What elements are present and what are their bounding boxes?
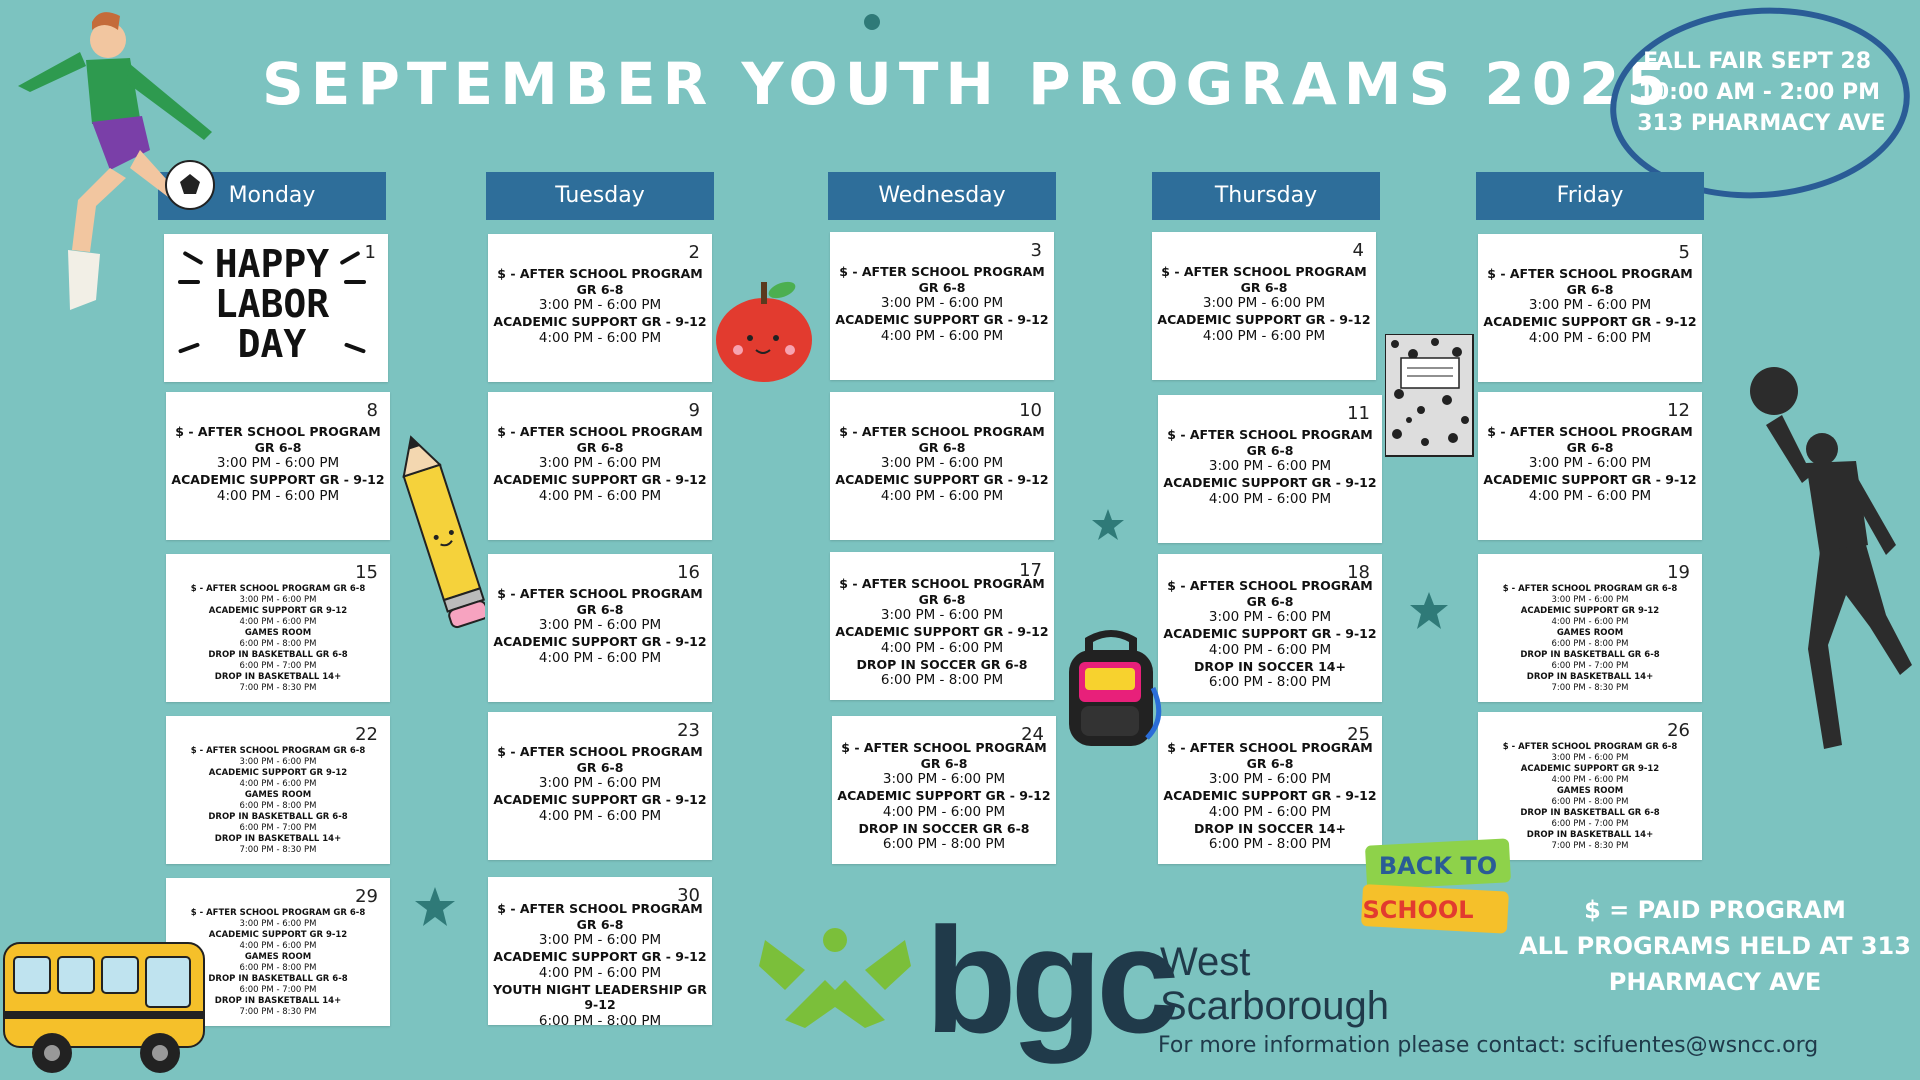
program-time: 6:00 PM - 8:00 PM <box>239 801 317 812</box>
basketball-player-icon <box>1736 365 1916 755</box>
star-icon <box>1408 590 1450 632</box>
program-name: ACADEMIC SUPPORT GR - 9-12 <box>493 792 707 808</box>
program-name: GR 6-8 <box>576 439 624 455</box>
program-name: $ - AFTER SCHOOL PROGRAM <box>1161 264 1367 279</box>
program-time: 3:00 PM - 6:00 PM <box>1208 458 1332 475</box>
program-name: YOUTH NIGHT LEADERSHIP GR 9-12 <box>493 981 707 1013</box>
program-name: $ - AFTER SCHOOL PROGRAM GR 6-8 <box>1502 742 1678 752</box>
apple-icon <box>710 270 820 385</box>
program-name: $ - AFTER SCHOOL PROGRAM GR 6-8 <box>190 584 366 594</box>
program-time: 6:00 PM - 8:00 PM <box>1208 674 1332 691</box>
program-time: 3:00 PM - 6:00 PM <box>880 295 1004 312</box>
date-number: 22 <box>355 724 378 745</box>
calendar-cell-12 <box>1478 392 1702 540</box>
program-name: ACADEMIC SUPPORT GR - 9-12 <box>493 314 707 330</box>
program-name: $ - AFTER SCHOOL PROGRAM <box>1167 427 1373 442</box>
program-name: $ - AFTER SCHOOL PROGRAM <box>1167 578 1373 593</box>
program-name: ACADEMIC SUPPORT GR 9-12 <box>208 768 348 779</box>
program-time: 4:00 PM - 6:00 PM <box>216 487 340 504</box>
program-name: ACADEMIC SUPPORT GR - 9-12 <box>1157 312 1371 328</box>
program-time: 3:00 PM - 6:00 PM <box>538 775 662 792</box>
date-number: 10 <box>1019 400 1042 421</box>
date-number: 19 <box>1667 562 1690 583</box>
calendar-cell-16 <box>488 554 712 702</box>
bgc-logo-text: bgc <box>925 896 1174 1064</box>
date-number: 29 <box>355 886 378 907</box>
back-to-school-badge <box>1358 838 1518 938</box>
program-name: $ - AFTER SCHOOL PROGRAM <box>1487 266 1693 281</box>
program-time: 4:00 PM - 6:00 PM <box>1208 490 1332 507</box>
program-name: ACADEMIC SUPPORT GR - 9-12 <box>835 312 1049 328</box>
date-number: 5 <box>1678 242 1690 263</box>
calendar-cell-23 <box>488 712 712 860</box>
calendar-cell-10 <box>830 392 1054 540</box>
logo-scarborough: Scarborough <box>1160 984 1390 1028</box>
program-name: DROP IN SOCCER 14+ <box>1194 658 1346 674</box>
backpack-icon <box>1055 628 1167 753</box>
program-name: $ - AFTER SCHOOL PROGRAM <box>497 424 703 439</box>
program-name: ACADEMIC SUPPORT GR 9-12 <box>1520 764 1660 775</box>
calendar-cell-2 <box>488 234 712 382</box>
program-name: ACADEMIC SUPPORT GR 9-12 <box>1520 606 1660 617</box>
program-name: $ - AFTER SCHOOL PROGRAM GR 6-8 <box>190 908 366 918</box>
program-name: GR 6-8 <box>576 601 624 617</box>
program-time: 4:00 PM - 6:00 PM <box>1528 329 1652 346</box>
program-time: 4:00 PM - 6:00 PM <box>882 803 1006 820</box>
program-time: 4:00 PM - 6:00 PM <box>538 487 662 504</box>
program-time: 4:00 PM - 6:00 PM <box>1202 327 1326 344</box>
program-name: DROP IN BASKETBALL 14+ <box>1526 830 1654 841</box>
star-icon <box>1090 507 1126 543</box>
date-number: 23 <box>677 720 700 741</box>
logo-west: West <box>1160 940 1251 984</box>
program-time: 4:00 PM - 6:00 PM <box>538 807 662 824</box>
program-time: 4:00 PM - 6:00 PM <box>880 487 1004 504</box>
date-number: 1 <box>364 242 376 263</box>
program-name: ACADEMIC SUPPORT GR - 9-12 <box>1483 472 1697 488</box>
program-time: 3:00 PM - 6:00 PM <box>239 595 317 606</box>
date-number: 25 <box>1347 724 1370 745</box>
soccer-player-icon <box>0 0 250 320</box>
star-icon <box>413 885 457 929</box>
program-name: ACADEMIC SUPPORT GR - 9-12 <box>1163 788 1377 804</box>
calendar-cell-11 <box>1158 395 1382 543</box>
program-time: 6:00 PM - 8:00 PM <box>239 963 317 974</box>
program-time: 4:00 PM - 6:00 PM <box>880 327 1004 344</box>
program-name: DROP IN BASKETBALL GR 6-8 <box>1520 650 1660 661</box>
program-time: 3:00 PM - 6:00 PM <box>538 455 662 472</box>
program-name: ACADEMIC SUPPORT GR - 9-12 <box>835 624 1049 640</box>
calendar-cell-8 <box>166 392 390 540</box>
program-time: 6:00 PM - 8:00 PM <box>538 1012 662 1029</box>
program-time: 3:00 PM - 6:00 PM <box>1551 753 1629 764</box>
calendar-cell-9 <box>488 392 712 540</box>
program-time: 3:00 PM - 6:00 PM <box>880 455 1004 472</box>
fall-fair-date: FALL FAIR SEPT 28 <box>1643 49 1872 75</box>
date-number: 24 <box>1021 724 1044 745</box>
program-name: $ - AFTER SCHOOL PROGRAM <box>841 740 1047 755</box>
program-time: 3:00 PM - 6:00 PM <box>1208 771 1332 788</box>
program-time: 6:00 PM - 7:00 PM <box>1551 819 1629 830</box>
program-time: 4:00 PM - 6:00 PM <box>239 617 317 628</box>
program-name: GAMES ROOM <box>244 790 312 801</box>
date-number: 2 <box>688 242 700 263</box>
back-to-label: BACK TO <box>1378 852 1498 880</box>
program-name: GR 6-8 <box>918 439 966 455</box>
program-name: ACADEMIC SUPPORT GR - 9-12 <box>493 949 707 965</box>
fall-fair-location: 313 PHARMACY AVE <box>1637 110 1886 136</box>
program-time: 4:00 PM - 6:00 PM <box>1551 775 1629 786</box>
program-name: GR 6-8 <box>920 755 968 771</box>
program-time: 6:00 PM - 7:00 PM <box>1551 661 1629 672</box>
happy-labor-day-art: HAPPY LABOR DAY <box>214 242 330 366</box>
program-name: DROP IN SOCCER 14+ <box>1194 820 1346 836</box>
program-time: 4:00 PM - 6:00 PM <box>1528 487 1652 504</box>
date-number: 9 <box>688 400 700 421</box>
program-name: GR 6-8 <box>576 281 624 297</box>
program-name: GR 6-8 <box>918 591 966 607</box>
location-note-1: ALL PROGRAMS HELD AT 313 <box>1519 932 1911 960</box>
program-name: DROP IN SOCCER GR 6-8 <box>858 820 1030 836</box>
program-time: 6:00 PM - 8:00 PM <box>239 639 317 650</box>
program-name: ACADEMIC SUPPORT GR 9-12 <box>208 930 348 941</box>
calendar-cell-17 <box>830 552 1054 700</box>
program-name: GR 6-8 <box>1246 442 1294 458</box>
program-name: DROP IN BASKETBALL 14+ <box>214 996 342 1007</box>
program-name: ACADEMIC SUPPORT GR - 9-12 <box>1163 475 1377 491</box>
program-time: 6:00 PM - 8:00 PM <box>880 672 1004 689</box>
date-number: 30 <box>677 885 700 906</box>
day-header-wednesday: Wednesday <box>828 172 1056 220</box>
program-name: GAMES ROOM <box>244 952 312 963</box>
program-name: ACADEMIC SUPPORT GR - 9-12 <box>1163 626 1377 642</box>
calendar-cell-22 <box>166 716 390 864</box>
date-number: 12 <box>1667 400 1690 421</box>
date-number: 4 <box>1352 240 1364 261</box>
program-time: 6:00 PM - 8:00 PM <box>882 836 1006 853</box>
program-name: GAMES ROOM <box>244 628 312 639</box>
program-name: GR 6-8 <box>576 759 624 775</box>
program-time: 3:00 PM - 6:00 PM <box>1208 609 1332 626</box>
program-name: $ - AFTER SCHOOL PROGRAM <box>497 901 703 916</box>
program-time: 7:00 PM - 8:30 PM <box>239 1007 317 1018</box>
program-time: 3:00 PM - 6:00 PM <box>1202 295 1326 312</box>
program-name: GR 6-8 <box>1566 439 1614 455</box>
bgc-logo-mark <box>755 920 915 1030</box>
fall-fair-time: 10:00 AM - 2:00 PM <box>1638 80 1880 106</box>
program-name: ACADEMIC SUPPORT GR - 9-12 <box>493 472 707 488</box>
logo-location <box>1160 940 1389 1028</box>
date-number: 18 <box>1347 562 1370 583</box>
calendar-cell-5 <box>1478 234 1702 382</box>
calendar-cell-30 <box>488 877 712 1029</box>
program-time: 3:00 PM - 6:00 PM <box>880 607 1004 624</box>
program-time: 3:00 PM - 6:00 PM <box>216 455 340 472</box>
program-name: $ - AFTER SCHOOL PROGRAM GR 6-8 <box>190 746 366 756</box>
calendar-cell-3 <box>830 232 1054 380</box>
date-number: 17 <box>1019 560 1042 581</box>
program-time: 4:00 PM - 6:00 PM <box>538 964 662 981</box>
program-name: $ - AFTER SCHOOL PROGRAM <box>839 576 1045 591</box>
program-time: 6:00 PM - 8:00 PM <box>1551 639 1629 650</box>
program-time: 6:00 PM - 8:00 PM <box>1551 797 1629 808</box>
program-name: $ - AFTER SCHOOL PROGRAM <box>497 744 703 759</box>
program-name: ACADEMIC SUPPORT GR - 9-12 <box>835 472 1049 488</box>
school-label: SCHOOL <box>1362 896 1474 924</box>
date-number: 26 <box>1667 720 1690 741</box>
program-name: $ - AFTER SCHOOL PROGRAM <box>497 266 703 281</box>
program-time: 7:00 PM - 8:30 PM <box>1551 683 1629 694</box>
program-name: GR 6-8 <box>1240 279 1288 295</box>
date-number: 15 <box>355 562 378 583</box>
calendar-cell-18 <box>1158 554 1382 702</box>
program-time: 3:00 PM - 6:00 PM <box>538 297 662 314</box>
program-name: DROP IN BASKETBALL GR 6-8 <box>208 650 348 661</box>
program-time: 7:00 PM - 8:30 PM <box>239 683 317 694</box>
program-name: ACADEMIC SUPPORT GR - 9-12 <box>1483 314 1697 330</box>
date-number: 11 <box>1347 403 1370 424</box>
program-name: DROP IN BASKETBALL GR 6-8 <box>208 974 348 985</box>
program-name: DROP IN SOCCER GR 6-8 <box>856 656 1028 672</box>
program-time: 7:00 PM - 8:30 PM <box>239 845 317 856</box>
program-time: 4:00 PM - 6:00 PM <box>239 779 317 790</box>
program-name: GR 6-8 <box>254 439 302 455</box>
program-time: 3:00 PM - 6:00 PM <box>239 919 317 930</box>
calendar-cell-24 <box>832 716 1056 864</box>
day-header-monday: Monday <box>158 172 386 220</box>
date-number: 8 <box>366 400 378 421</box>
program-name: DROP IN BASKETBALL 14+ <box>1526 672 1654 683</box>
pencil-icon <box>395 428 485 638</box>
calendar-cell-25 <box>1158 716 1382 864</box>
calendar-cell-15 <box>166 554 390 702</box>
school-bus-icon <box>0 935 215 1080</box>
program-name: GR 6-8 <box>1246 593 1294 609</box>
program-time: 4:00 PM - 6:00 PM <box>239 941 317 952</box>
program-name: GAMES ROOM <box>1556 628 1624 639</box>
program-time: 4:00 PM - 6:00 PM <box>1208 803 1332 820</box>
program-time: 4:00 PM - 6:00 PM <box>880 639 1004 656</box>
program-name: GR 6-8 <box>576 916 624 932</box>
program-time: 7:00 PM - 8:30 PM <box>1551 841 1629 852</box>
program-time: 3:00 PM - 6:00 PM <box>239 757 317 768</box>
program-time: 6:00 PM - 7:00 PM <box>239 823 317 834</box>
day-header-tuesday: Tuesday <box>486 172 714 220</box>
program-name: GR 6-8 <box>1566 281 1614 297</box>
program-time: 3:00 PM - 6:00 PM <box>1551 595 1629 606</box>
program-name: ACADEMIC SUPPORT GR - 9-12 <box>171 472 385 488</box>
program-name: GR 6-8 <box>1246 755 1294 771</box>
calendar-cell-4 <box>1152 232 1376 380</box>
day-header-friday: Friday <box>1476 172 1704 220</box>
program-name: DROP IN BASKETBALL 14+ <box>214 672 342 683</box>
program-time: 3:00 PM - 6:00 PM <box>538 617 662 634</box>
program-time: 6:00 PM - 7:00 PM <box>239 985 317 996</box>
program-time: 3:00 PM - 6:00 PM <box>538 932 662 949</box>
calendar-cell-19 <box>1478 554 1702 702</box>
program-name: $ - AFTER SCHOOL PROGRAM <box>1167 740 1373 755</box>
program-name: $ - AFTER SCHOOL PROGRAM <box>1487 424 1693 439</box>
program-name: ACADEMIC SUPPORT GR - 9-12 <box>493 634 707 650</box>
program-name: $ - AFTER SCHOOL PROGRAM GR 6-8 <box>1502 584 1678 594</box>
program-name: ACADEMIC SUPPORT GR 9-12 <box>208 606 348 617</box>
program-name: DROP IN BASKETBALL 14+ <box>214 834 342 845</box>
contact-info: For more information please contact: scifuentes@wsncc.org <box>1158 1033 1819 1058</box>
date-number: 3 <box>1030 240 1042 261</box>
program-name: $ - AFTER SCHOOL PROGRAM <box>839 424 1045 439</box>
program-name: DROP IN BASKETBALL GR 6-8 <box>1520 808 1660 819</box>
program-time: 6:00 PM - 7:00 PM <box>239 661 317 672</box>
day-header-thursday: Thursday <box>1152 172 1380 220</box>
date-number: 16 <box>677 562 700 583</box>
program-time: 3:00 PM - 6:00 PM <box>1528 455 1652 472</box>
program-name: $ - AFTER SCHOOL PROGRAM <box>839 264 1045 279</box>
program-name: ACADEMIC SUPPORT GR - 9-12 <box>837 788 1051 804</box>
page-title: SEPTEMBER YOUTH PROGRAMS 2025 <box>262 50 1674 118</box>
program-name: $ - AFTER SCHOOL PROGRAM <box>175 424 381 439</box>
program-time: 4:00 PM - 6:00 PM <box>1551 617 1629 628</box>
program-name: $ - AFTER SCHOOL PROGRAM <box>497 586 703 601</box>
program-time: 6:00 PM - 8:00 PM <box>1208 836 1332 853</box>
program-time: 3:00 PM - 6:00 PM <box>882 771 1006 788</box>
notebook-icon <box>1385 334 1475 458</box>
program-name: GAMES ROOM <box>1556 786 1624 797</box>
program-name: DROP IN BASKETBALL GR 6-8 <box>208 812 348 823</box>
program-time: 4:00 PM - 6:00 PM <box>538 649 662 666</box>
program-time: 4:00 PM - 6:00 PM <box>538 329 662 346</box>
program-name: GR 6-8 <box>918 279 966 295</box>
paid-program-legend: $ = PAID PROGRAM <box>1584 896 1846 924</box>
dot-icon <box>862 12 882 32</box>
location-note-2: PHARMACY AVE <box>1608 968 1822 996</box>
program-time: 3:00 PM - 6:00 PM <box>1528 297 1652 314</box>
footer-note <box>1505 892 1920 1000</box>
program-time: 4:00 PM - 6:00 PM <box>1208 641 1332 658</box>
